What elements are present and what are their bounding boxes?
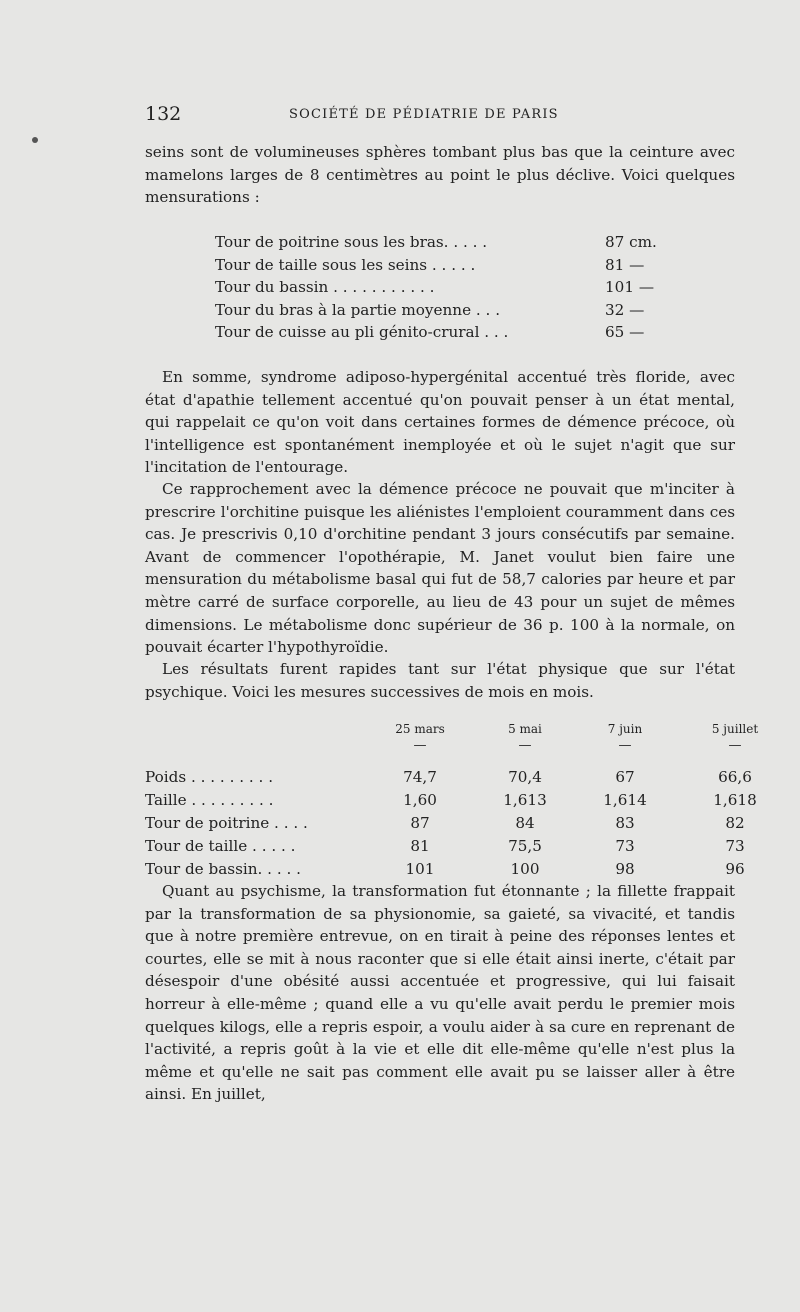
running-title: SOCIÉTÉ DE PÉDIATRIE DE PARIS [289,107,559,122]
table-cell: 96 [725,860,745,878]
row-label: Tour de poitrine . . . . [145,814,308,832]
table-cell: 66,6 [718,768,752,786]
table-cell: 70,4 [508,768,542,786]
table-cell: 73 [615,837,635,855]
column-header: 7 juin [607,722,643,736]
margin-mark [32,137,38,143]
table-row [145,789,757,812]
table-row [145,835,745,858]
measurement-value: 65 — [605,323,645,342]
column-dash: — [728,738,742,753]
table-cell: 74,7 [403,768,437,786]
measurements-list [215,231,655,344]
treatment-paragraph: Ce rapprochement avec la démence précoce ne pouvait que m'inciter à prescrire l'orchitine puisque les aliénistes l'emploient couramment dans ces cas. Je prescrivis 0,10 d'orchitine pendant 3 jours consécutifs par semaine. Avant de commencer l'opothérapie, M. Janet voulut bien faire une mensuration du métabolisme basal qui fut de 58,7 calories par heure et par mètre carré de surface corporelle, au lieu de 43 pour un sujet de mêmes dimensions. Le métabolisme donc supérieur de 36 p. 100 à la normale, on pouvait écarter l'hypothyroïdie. [145,480,735,657]
table-cell: 100 [510,860,540,878]
measurement-label: Tour du bras à la partie moyenne . . . [215,300,501,319]
table-cell: 84 [515,814,535,832]
table-cell: 87 [410,814,430,832]
column-dash: — [413,738,427,753]
measurement-row [215,254,655,277]
table-cell: 1,614 [603,791,647,809]
column-header: 25 mars [395,722,445,736]
closing-paragraph: Quant au psychisme, la transformation fut étonnante ; la fillette frappait par la transformation de sa physionomie, sa gaieté, sa vivacité, et tandis que à notre première entrevue, on en tirait à peine des réponses lentes et courtes, elle se mit à nous raconter que si elle était ainsi inerte, c'était par désespoir d'une obésité aussi accentuée et progressive, qui lui faisait horreur à elle-même ; quand elle a vu qu'elle avait perdu le premier mois quelques kilogs, elle a repris espoir, a voulu aider à sa cure en reprenant de l'activité, a repris goût à la vie et elle dit elle-même qu'elle n'est plus la même et qu'elle ne sait pas comment elle avait pu se laisser aller à être ainsi. En juillet, [145,882,735,1104]
table-cell: 1,60 [403,791,437,809]
table-cell: 98 [615,860,635,878]
page-number: 132 [145,103,182,125]
results-paragraph: Les résultats furent rapides tant sur l'état physique que sur l'état psychique. Voici les mesures successives de mois en mois. [145,660,735,701]
measurement-value: 87 cm. [605,233,657,251]
row-label: Tour de bassin. . . . . [145,860,301,878]
table-cell: 1,613 [503,791,547,809]
table-header [145,722,759,766]
row-label: Tour de taille . . . . . [145,837,296,855]
column-header: 5 mai [508,722,542,736]
row-label: Taille . . . . . . . . . [145,791,274,809]
table-cell: 75,5 [508,837,542,855]
measurement-value: 101 — [605,278,655,297]
row-label: Poids . . . . . . . . . [145,768,274,786]
summary-paragraph: En somme, syndrome adiposo-hypergénital accentué très floride, avec état d'apathie tellement accentué qu'on pouvait penser à un état mental, qui rappelait ce qu'on voit dans certaines formes de démence précoce, où l'intelligence est spontanément inemployée et où le sujet n'agit que sur l'incitation de l'entourage. [145,368,735,477]
table-cell: 67 [615,768,635,786]
table-row [145,812,745,835]
table-cell: 83 [615,814,635,832]
page-header [145,103,735,131]
table-cell: 73 [725,837,745,855]
measurement-row [215,321,655,344]
column-dash: — [618,738,632,753]
column-dash: — [518,738,532,753]
measurements-table [145,722,759,881]
intro-paragraph: seins sont de volumineuses sphères tombant plus bas que la ceinture avec mamelons larges de 8 centimètres au point le plus déclive. Voici quelques mensurations : [145,143,735,207]
measurement-label: Tour de poitrine sous les bras. . . . . [215,233,488,251]
measurement-label: Tour de cuisse au pli génito-crural . . . [215,323,509,342]
measurement-label: Tour du bassin . . . . . . . . . . . [215,278,435,297]
measurement-label: Tour de taille sous les seins . . . . . [215,255,476,274]
measurement-value: 81 — [605,255,645,274]
measurement-row [215,276,655,299]
measurement-value: 32 — [605,300,645,319]
table-cell: 81 [410,837,430,855]
table-cell: 101 [405,860,435,878]
table-row [145,766,752,789]
table-cell: 82 [725,814,745,832]
column-header: 5 juillet [711,722,759,736]
measurement-row [215,231,655,254]
measurement-row [215,299,655,322]
table-row [145,858,745,881]
table-cell: 1,618 [713,791,757,809]
